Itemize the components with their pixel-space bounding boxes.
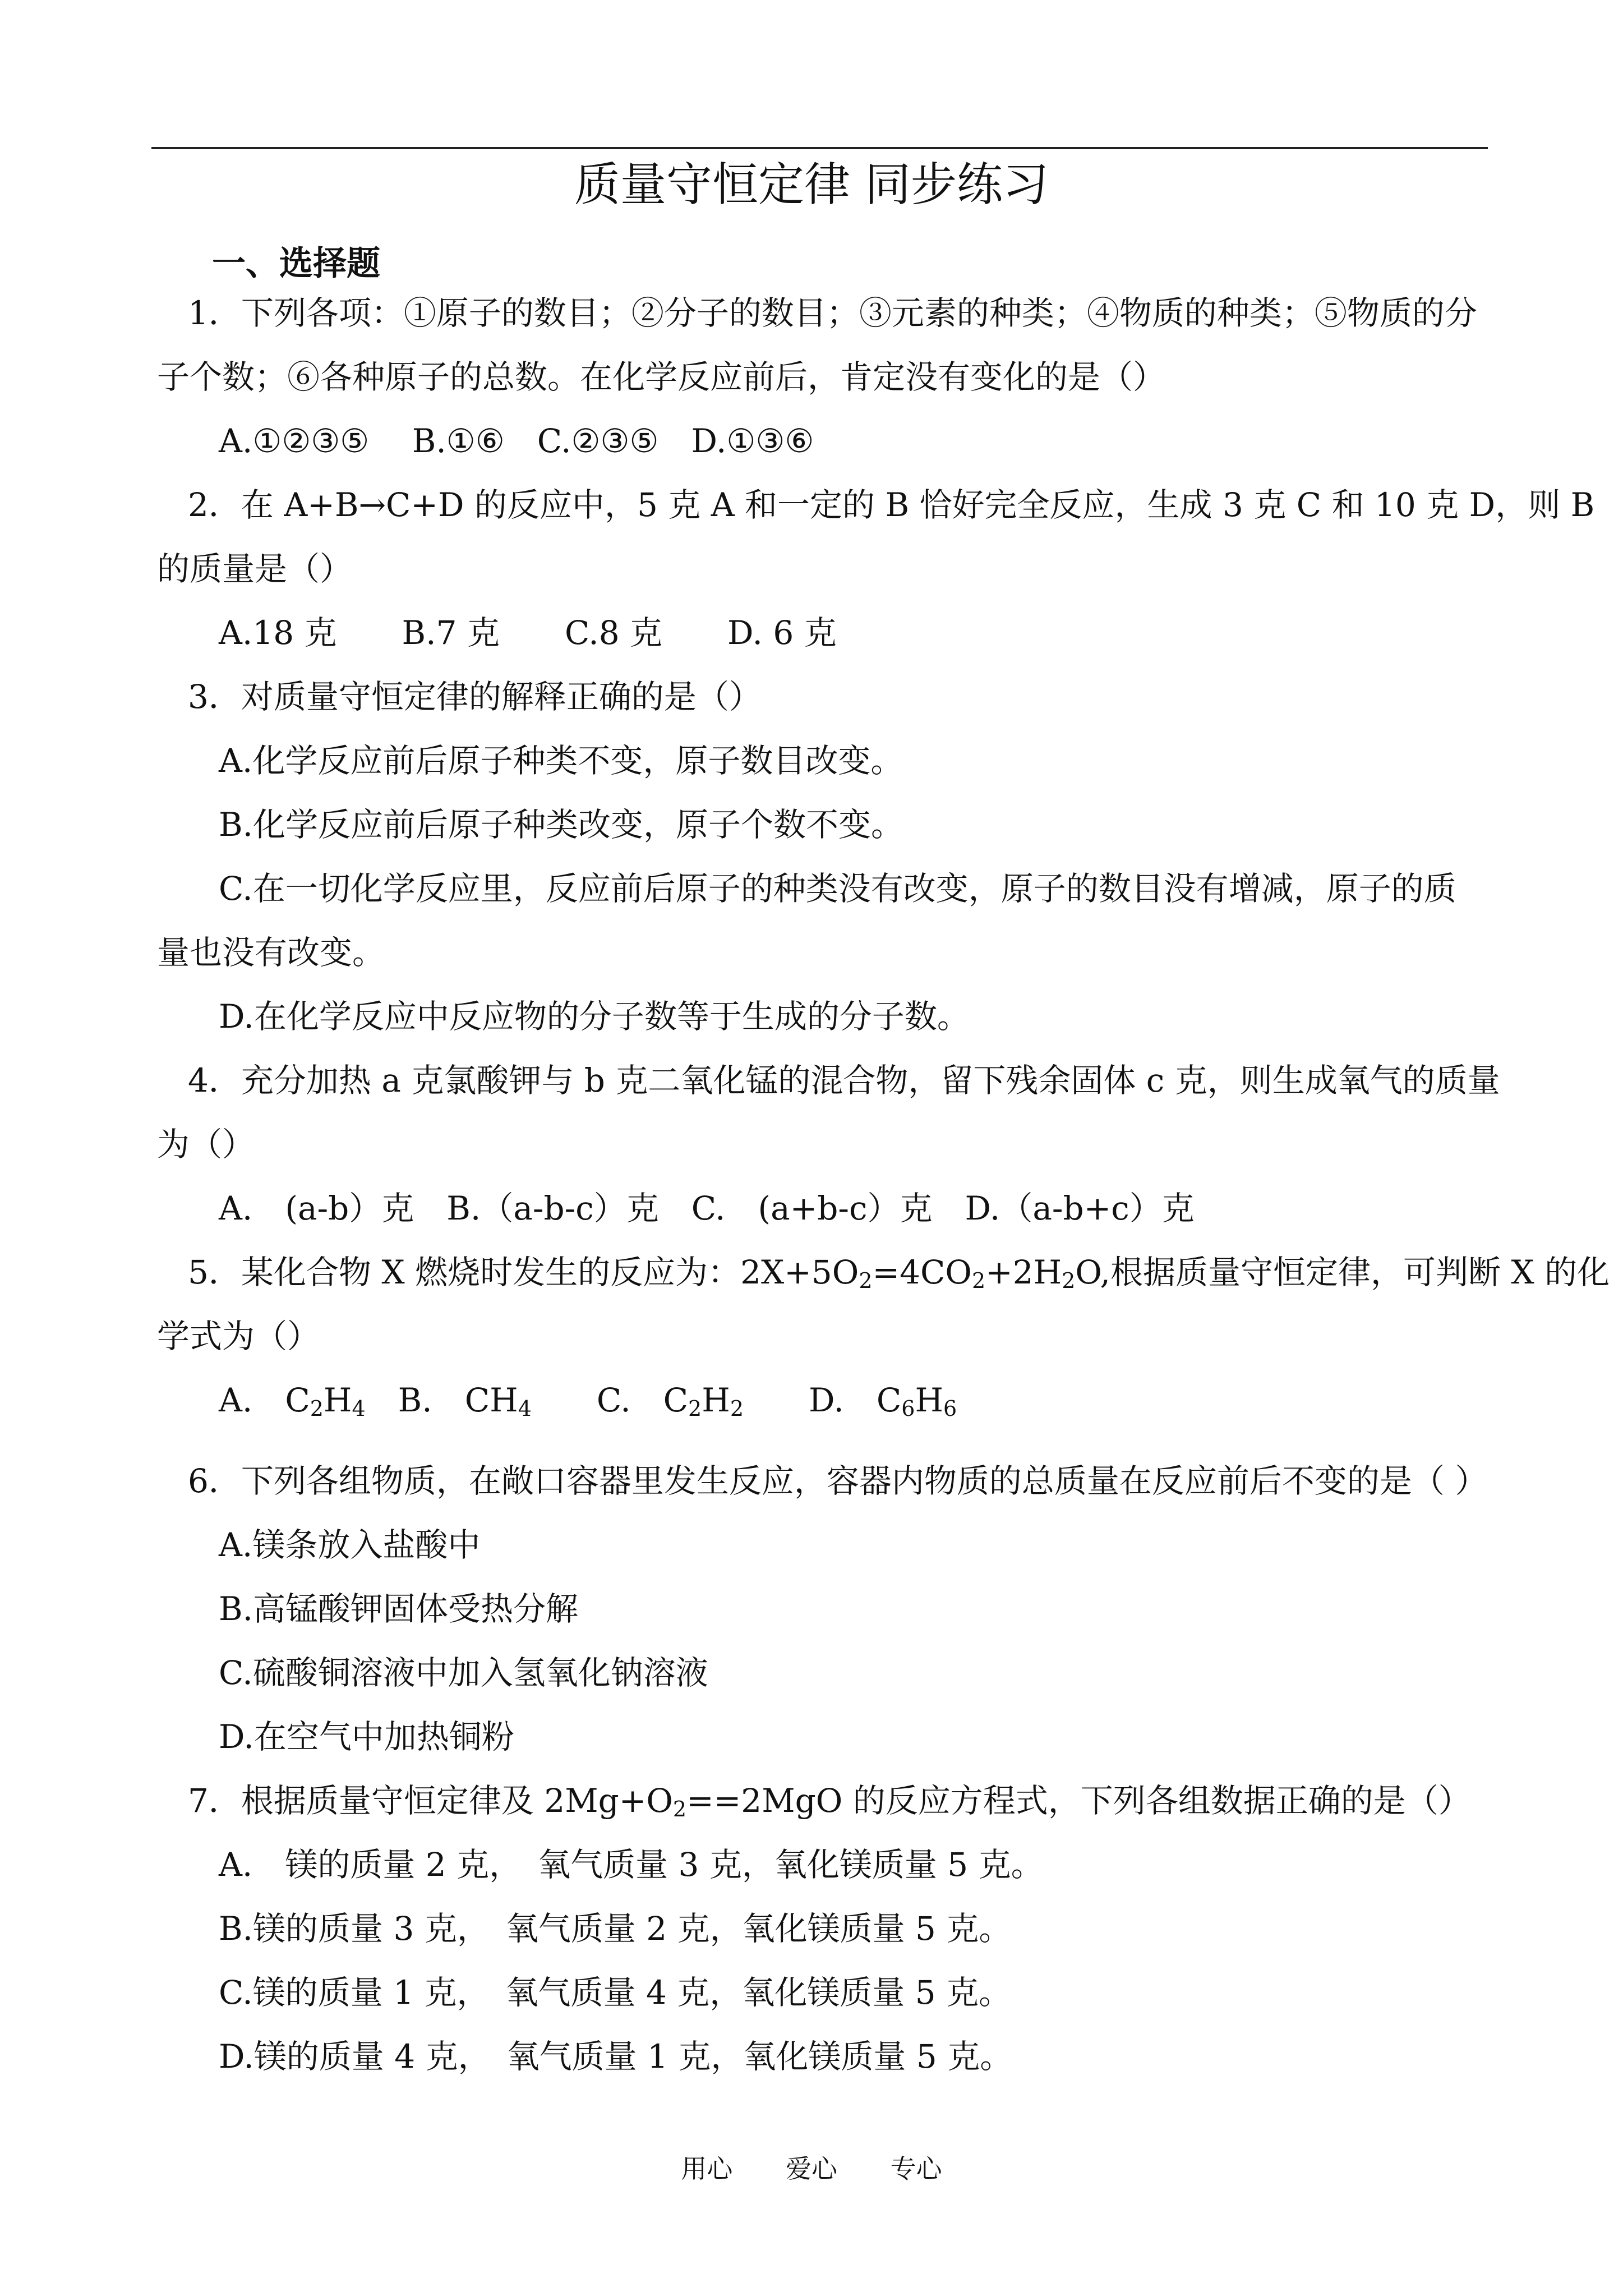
question-2-line-1: 2．在 A+B→C+D 的反应中，5 克 A 和一定的 B 恰好完全反应，生成 3 克 C 和 10 克 D，则 B xyxy=(188,486,1595,524)
question-1-options: A.①②③⑤ B.①⑥ C.②③⑤ D.①③⑥ xyxy=(219,422,814,460)
section-heading: 一、选择题 xyxy=(212,244,380,283)
question-3-option-c-line-2: 量也没有改变。 xyxy=(157,933,385,972)
question-7-option-b: B.镁的质量 3 克， 氧气质量 2 克，氧化镁质量 5 克。 xyxy=(219,1910,1012,1948)
footer-text-3: 专心 xyxy=(890,2154,942,2184)
question-5-options: A. $C_2H_4$ B. $CH_4$ C. $C_2H_2$ D. $C_6H_6$ xyxy=(219,1381,957,1421)
question-3-option-a: A.化学反应前后原子种类不变，原子数目改变。 xyxy=(219,742,903,780)
footer-text-2: 爱心 xyxy=(786,2154,837,2184)
footer-text-1: 用心 xyxy=(681,2154,733,2184)
question-6-stem: 6．下列各组物质，在敞口容器里发生反应，容器内物质的总质量在反应前后不变的是（ ） xyxy=(188,1462,1488,1500)
question-7-option-c: C.镁的质量 1 克， 氧气质量 4 克，氧化镁质量 5 克。 xyxy=(219,1973,1012,2012)
page-footer xyxy=(0,2146,1623,2191)
question-6-option-d: D.在空气中加热铜粉 xyxy=(219,1718,514,1756)
question-4-line-2: 为（） xyxy=(157,1125,255,1163)
question-1-line-2: 子个数；⑥各种原子的总数。在化学反应前后，肯定没有变化的是（） xyxy=(157,358,1166,396)
question-4-options: A. (a-b）克 B.（a-b-c）克 C. (a+b-c）克 D.（a-b+c）克 xyxy=(219,1189,1195,1227)
question-2-line-2: 的质量是（） xyxy=(157,550,353,588)
question-6-option-c: C.硫酸铜溶液中加入氢氧化钠溶液 xyxy=(219,1654,708,1692)
question-1-line-1: 1．下列各项：①原子的数目；②分子的数目；③元素的种类；④物质的种类；⑤物质的分 xyxy=(188,294,1477,332)
page-title: 质量守恒定律 同步练习 xyxy=(574,158,1049,211)
question-5-line-1: 5．某化合物 X 燃烧时发生的反应为：$2X+5O_2=4CO_2+2H_2O$,根据质量守恒定律，可判断 X 的化 xyxy=(188,1253,1610,1293)
question-6-option-b: B.高锰酸钾固体受热分解 xyxy=(219,1590,579,1628)
question-4-line-1: 4．充分加热 a 克氯酸钾与 b 克二氧化锰的混合物，留下残余固体 c 克，则生成氧气的质量 xyxy=(188,1061,1500,1099)
question-2-options: A.18 克 B.7 克 C.8 克 D. 6 克 xyxy=(219,614,837,652)
question-7-stem: 7．根据质量守恒定律及 $2Mg+O_2==2MgO$ 的反应方程式，下列各组数据正确的是（） xyxy=(188,1782,1471,1821)
header-rule xyxy=(151,147,1488,149)
question-5-line-2: 学式为（） xyxy=(157,1317,320,1355)
question-3-option-d: D.在化学反应中反应物的分子数等于生成的分子数。 xyxy=(219,997,970,1036)
question-7-option-d: D.镁的质量 4 克， 氧气质量 1 克，氧化镁质量 5 克。 xyxy=(219,2037,1013,2076)
question-6-option-a: A.镁条放入盐酸中 xyxy=(219,1526,481,1564)
question-3-stem: 3．对质量守恒定律的解释正确的是（） xyxy=(188,678,762,716)
question-3-option-b: B.化学反应前后原子种类改变，原子个数不变。 xyxy=(219,806,904,844)
question-7-option-a: A. 镁的质量 2 克， 氧气质量 3 克，氧化镁质量 5 克。 xyxy=(219,1846,1044,1884)
question-3-option-c-line-1: C.在一切化学反应里，反应前后原子的种类没有改变，原子的数目没有增减，原子的质 xyxy=(219,869,1456,908)
